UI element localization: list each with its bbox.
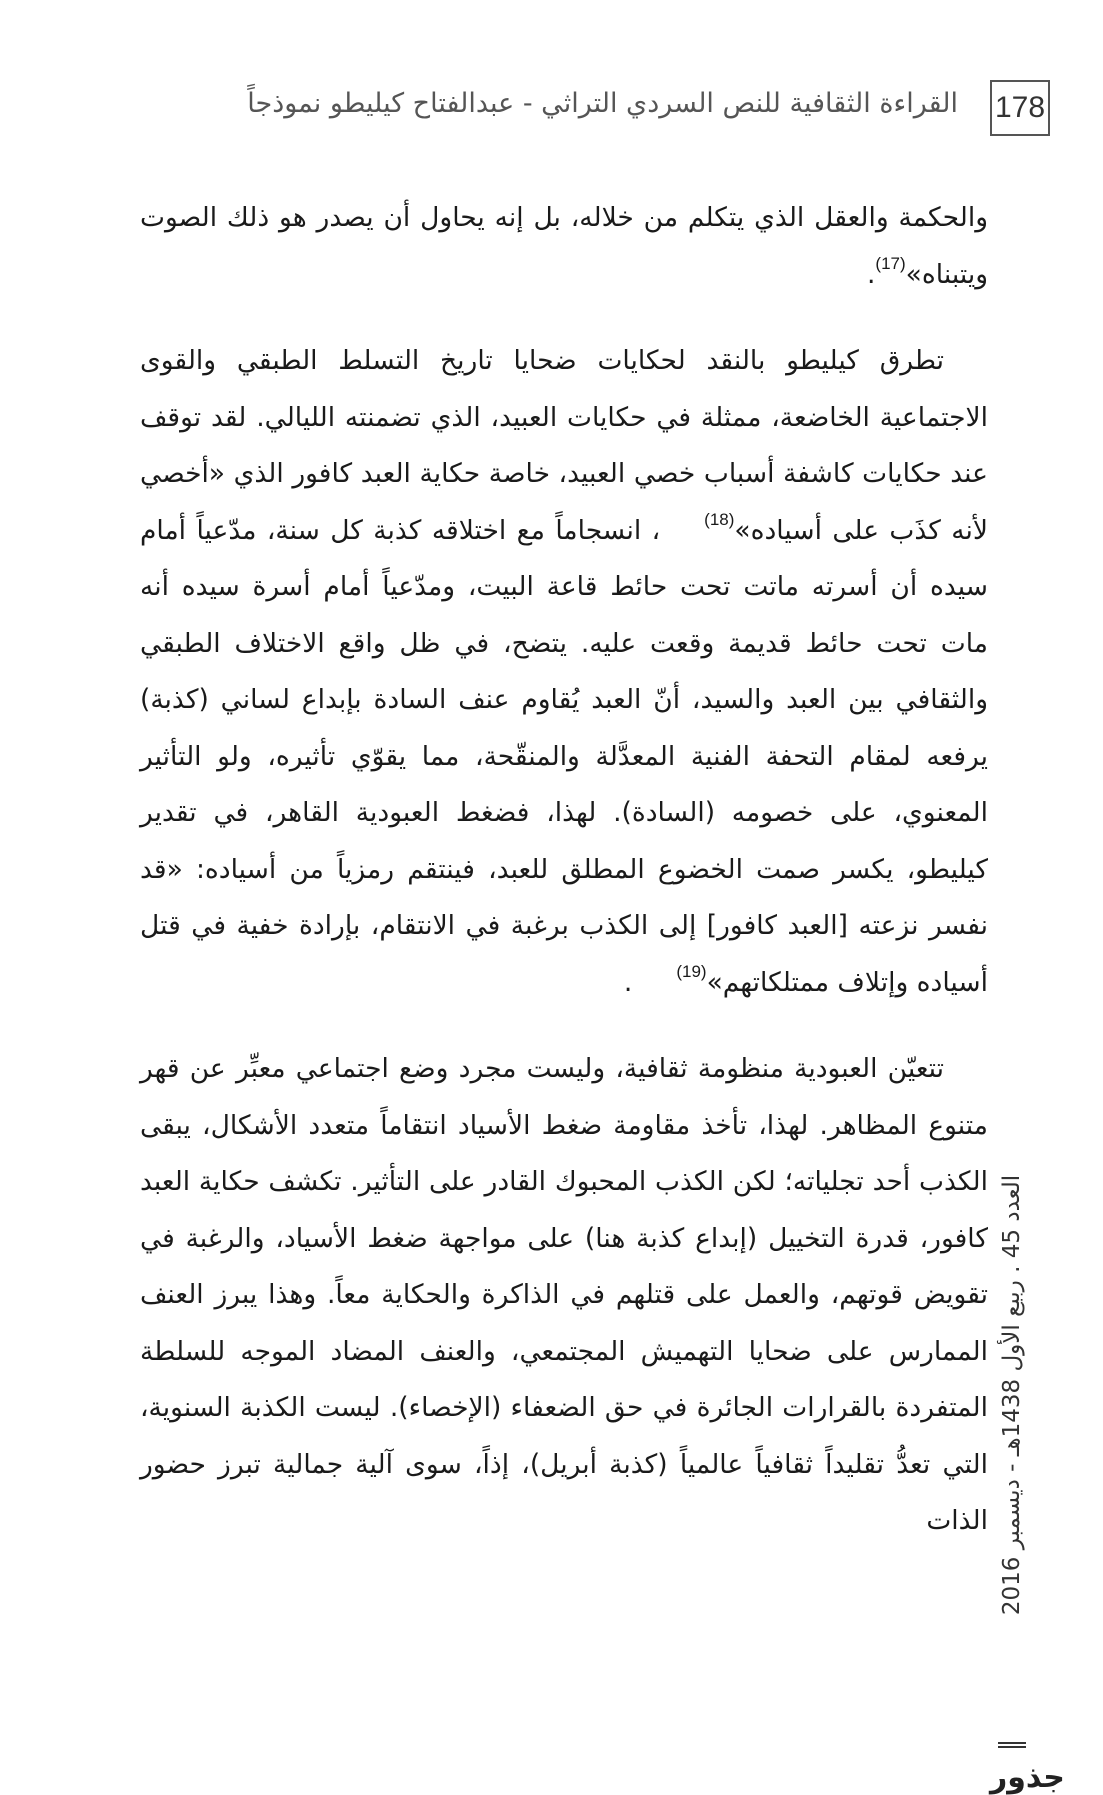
footnote-ref: (19) [676,961,707,981]
paragraph-text: تطرق كيليطو بالنقد لحكايات ضحايا تاريخ التسلط الطبقي والقوى الاجتماعية الخاضعة، ممثلة في حكايات العبيد، الذي تضمنته الليالي. لقد توقف عند حكايات كاشفة أسباب خصي العبيد، خاصة حكاية العبد كافور الذي «أخصي لأنه كذَب على أسياده» [140,345,988,546]
paragraph-tail: . [866,258,876,290]
issue-info: العدد 45 . ربيع الأول 1438هـ - ديسمبر 2016 [999,1174,1025,1616]
margin-rule [998,1742,1026,1744]
page-number: 178 [990,80,1050,136]
paragraph-tail: ، انسجاماً مع اختلاقه كذبة كل سنة، مدّعياً أمام سيده أن أسرته ماتت تحت حائط قاعة البيت، ومدّعياً أمام أسرة سيده أنه مات تحت حائط قديمة وقعت عليه. يتضح، في ظل واقع الاختلاف الطبقي والثقافي بين العبد والسيد، أنّ العبد يُقاوم عنف السادة بإبداع لساني (كذبة) يرفعه لمقام التحفة الفنية المعدَّلة والمنقّحة، مما يقوّي تأثيره، ولو التأثير المعنوي، على خصومه (السادة). لهذا، فضغط العبودية القاهر، في تقدير كيليطو، يكسر صمت الخضوع المطلق للعبد، فينتقم رمزياً من أسياده: «قد نفسر نزعته [العبد كافور] إلى الكذب برغبة في الانتقام، بإرادة خفية في قتل أسياده وإتلاف ممتلكاتهم» [140,514,988,998]
footnote-ref: (17) [875,253,906,273]
page-header [110,76,1050,146]
paragraph-1 [140,190,988,303]
paragraph-end: . [623,966,633,998]
paragraph-text: تتعيّن العبودية منظومة ثقافية، وليست مجرد وضع اجتماعي معبِّر عن قهر متنوع المظاهر. لهذا، تأخذ مقاومة ضغط الأسياد انتقاماً متعدد الأشكال، يبقى الكذب أحد تجلياته؛ لكن الكذب المحبوك القادر على التأثير. تكشف حكاية العبد كافور، قدرة التخييل (إبداع كذبة هنا) على مواجهة ضغط الأسياد، والرغبة في تقويض قوتهم، والعمل على قتلهم في الذاكرة والحكاية معاً. وهذا يبرز العنف الممارس على ضحايا التهميش المجتمعي، والعنف المضاد الموجه للسلطة المتفردة بالقرارات الجائرة في حق الضعفاء (الإخصاء). ليست الكذبة السنوية، التي تعدُّ تقليداً ثقافياً عالمياً (كذبة أبريل)، إذاً، سوى آلية جمالية تبرز حضور الذات [140,1053,988,1536]
footnote-ref: (18) [704,509,735,529]
margin-rule [998,1746,1026,1748]
paragraph-text: والحكمة والعقل الذي يتكلم من خلاله، بل إنه يحاول أن يصدر هو ذلك الصوت ويتبناه» [140,202,988,290]
paragraph-3 [140,1041,988,1550]
article-body [140,190,988,1550]
journal-logo: جذور [990,1760,1065,1795]
running-title: القراءة الثقافية للنص السردي التراثي - عبدالفتاح كيليطو نموذجاً [247,88,958,119]
paragraph-2 [140,333,988,1011]
